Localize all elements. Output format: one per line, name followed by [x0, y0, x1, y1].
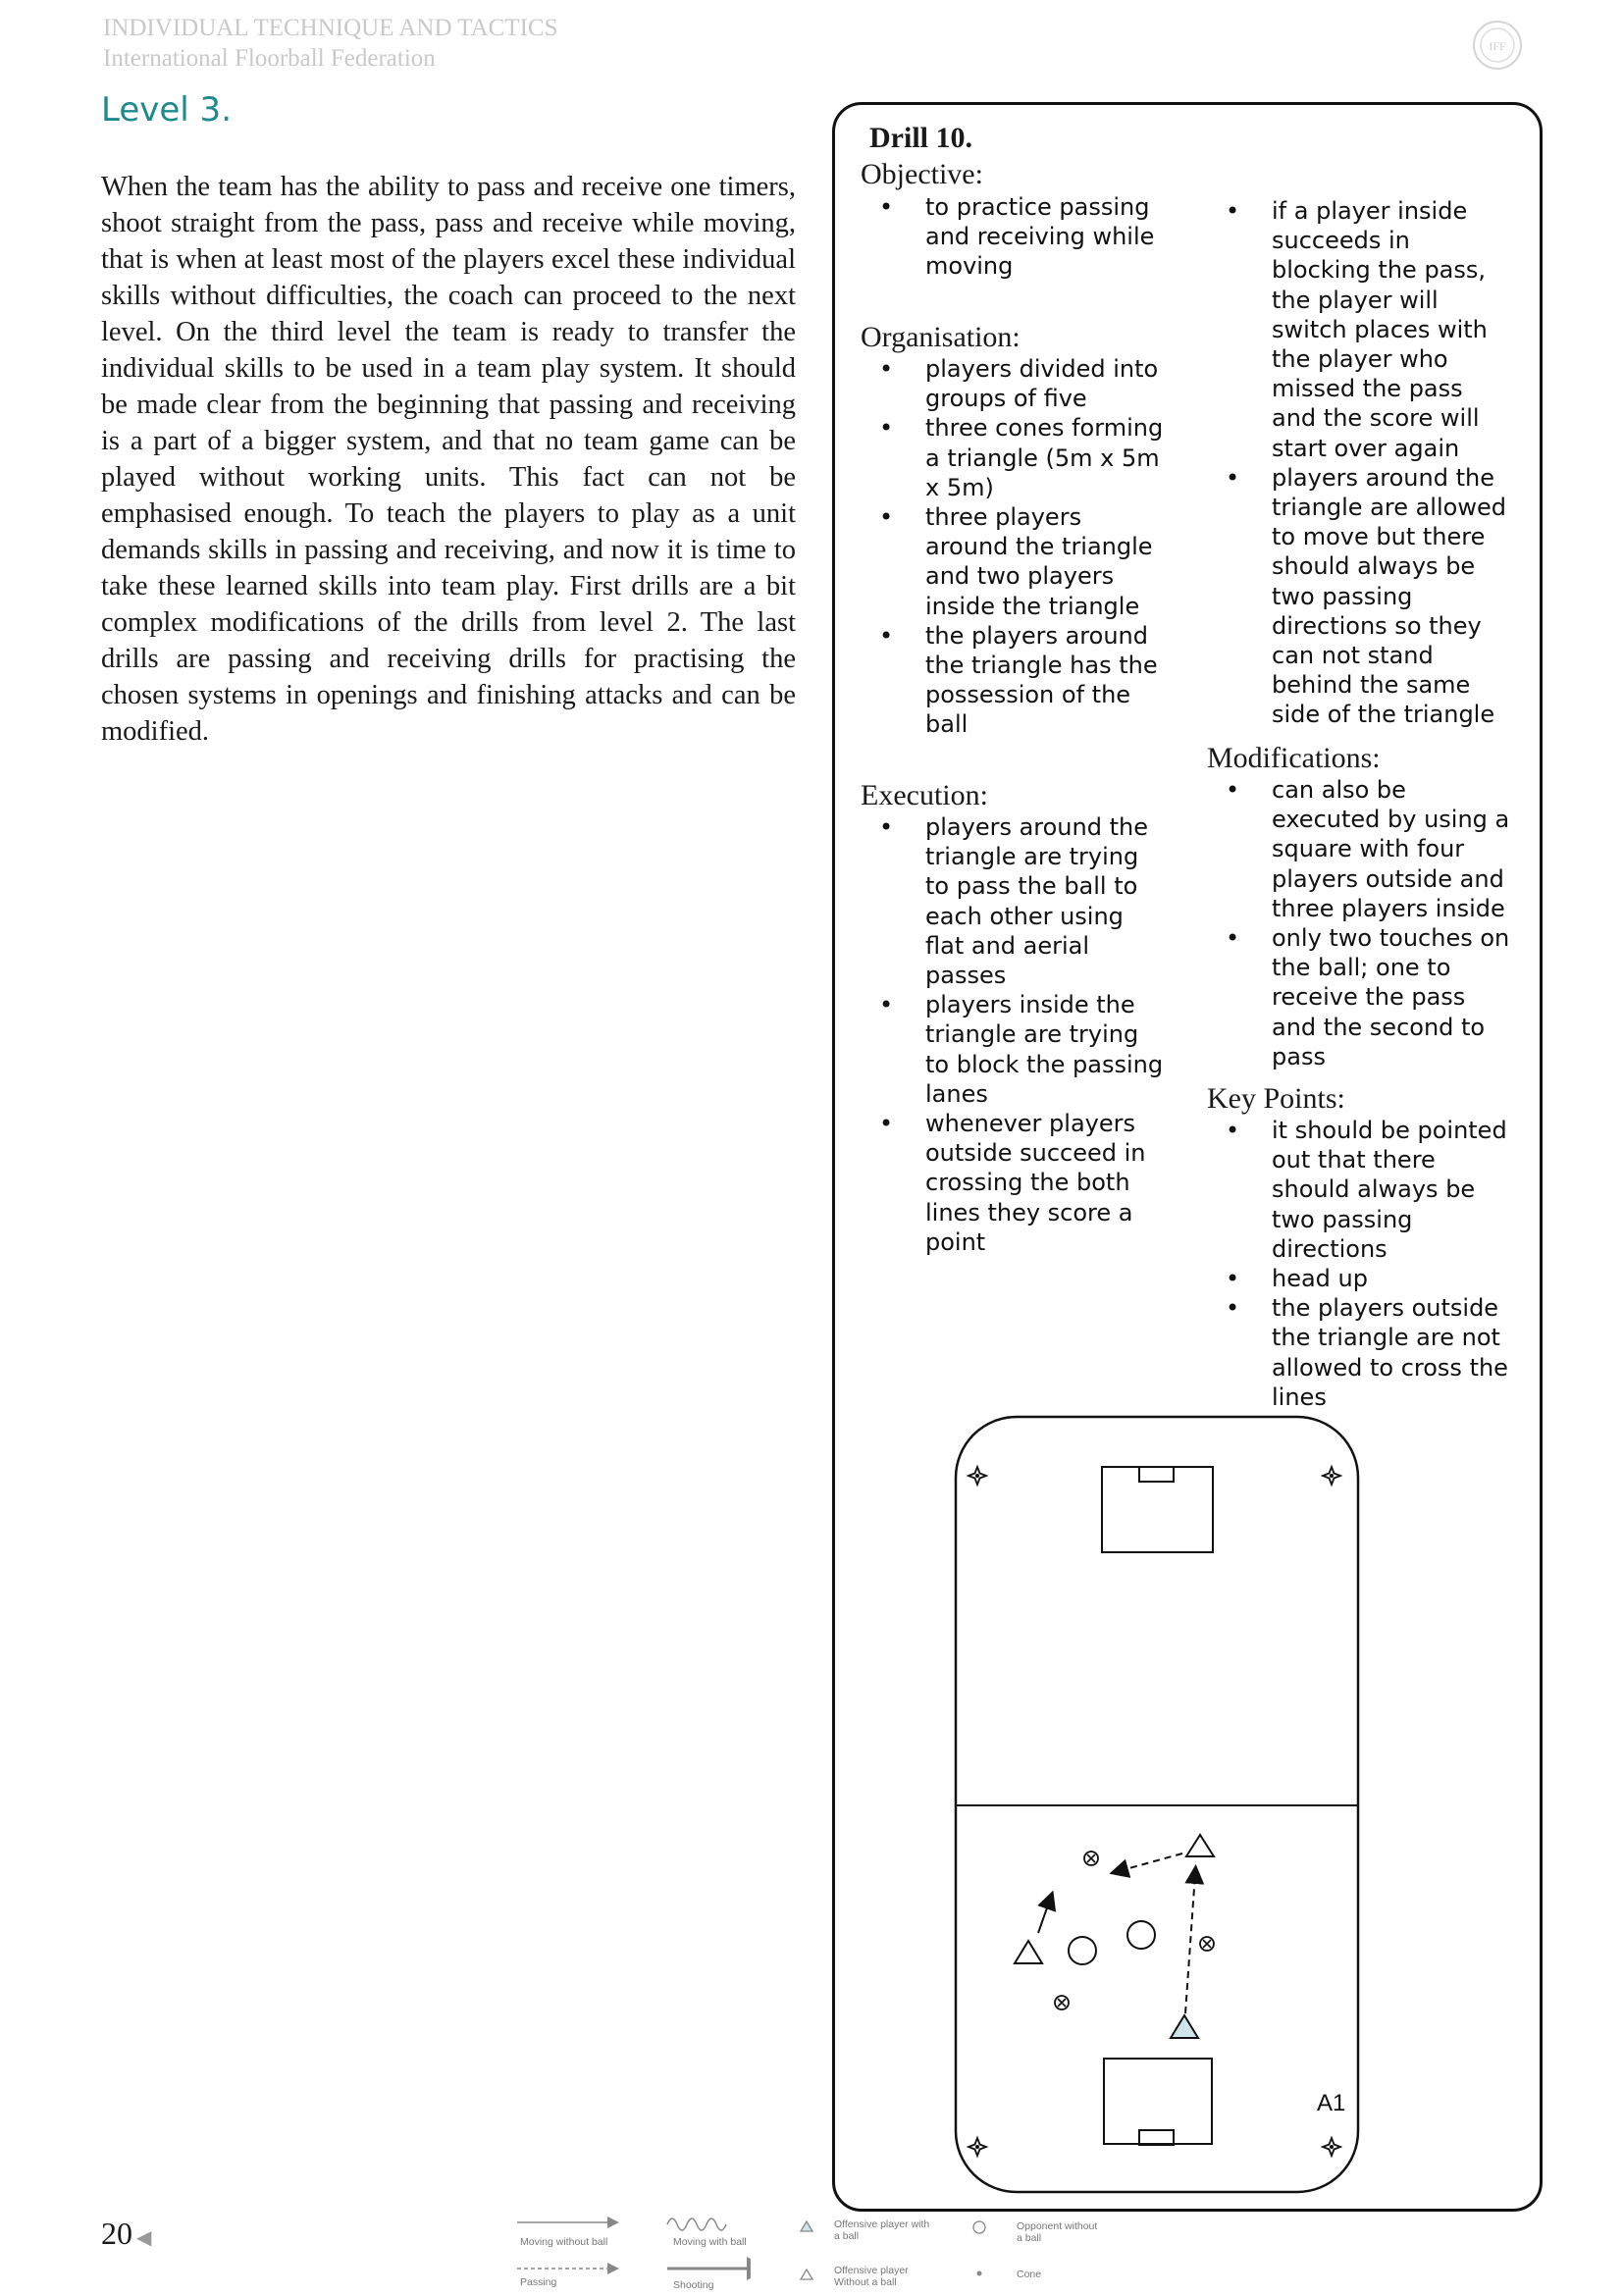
list-item: • the players outside the triangle are not allowed to cross the lines	[1207, 1293, 1511, 1412]
svg-text:IFF: IFF	[1489, 39, 1506, 53]
legend-opponent-line2: a ball	[1017, 2232, 1042, 2244]
list-item: • head up	[1207, 1264, 1511, 1293]
pass-arrow	[1185, 1874, 1195, 2013]
page-number	[101, 2216, 151, 2252]
list-item: • only two touches on the ball; one to receive the pass and the second to pass	[1207, 923, 1511, 1071]
execution-list	[861, 812, 1165, 1257]
objective-list	[861, 192, 1165, 282]
intro-paragraph: When the team has the ability to pass and receive one timers, shoot straight from the pass, pass and receive while moving, that is when at least most of the players excel these individual skills without difficulties, the coach can proceed to the next level. On the third level the team is ready to transfer the individual skills to be used in a team play system. It should be made clear from the beginning that passing and receiving is a part of a bigger system, and that no team game can be played without working units. This fact can not be emphasised enough. To teach the players to play as a unit demands skills in passing and receiving, and now it is time to take these learned skills into team play. First drills are a bit complex modifications of the drills from level 2. The last drills are passing and receiving drills for practising the chosen systems in openings and finishing attacks and can be modified.	[101, 172, 796, 747]
legend-offensive-without-ball-label	[834, 2265, 909, 2288]
running-header-subtitle: International Floorball Federation	[103, 45, 436, 72]
list-item: • the players around the triangle has the possession of the ball	[861, 621, 1165, 740]
legend-moving-without-ball-label: Moving without ball	[520, 2236, 608, 2248]
list-item: • it should be pointed out that there should always be two passing directions	[1207, 1116, 1511, 1264]
level-heading: Level 3.	[101, 90, 232, 130]
drill-title: Drill 10.	[869, 122, 972, 154]
page-number-text: 20	[101, 2216, 132, 2251]
list-item: • players divided into groups of five	[861, 354, 1165, 413]
opponent-icon	[1200, 1937, 1214, 1951]
legend-passing-label: Passing	[520, 2276, 557, 2288]
legend-cone-label: Cone	[1017, 2269, 1042, 2280]
legend-shooting-label: Shooting	[673, 2279, 714, 2291]
list-item: • can also be executed by using a square with four players outside and three players inside	[1207, 775, 1511, 923]
objective-heading: Objective:	[861, 158, 983, 190]
offensive-player-icon	[1015, 1941, 1042, 1963]
legend-moving-with-ball-label: Moving with ball	[673, 2236, 747, 2248]
legend-cone-icon	[977, 2271, 982, 2276]
legend-player-icons	[797, 2219, 816, 2288]
list-item: • players around the triangle are allowed to move but there should always be two passing directions so they can not stand behind the same side of the triangle	[1207, 463, 1511, 730]
legend-opponent-line1: Opponent without	[1017, 2220, 1098, 2232]
key-points-list	[1207, 1116, 1511, 1412]
list-item: • players around the triangle are trying to pass the ball to each other using flat and aerial passes	[861, 812, 1165, 990]
legend-offensive-without-ball-line1: Offensive player	[834, 2265, 909, 2276]
goal-area-top	[1102, 1467, 1213, 1552]
movement-arrow	[1038, 1900, 1050, 1933]
page-triangle-icon: ◀	[136, 2227, 152, 2249]
offensive-player-with-ball-icon	[1171, 2015, 1198, 2038]
legend-opponent-cone-icons	[969, 2219, 989, 2288]
legend-offensive-without-ball-line2: Without a ball	[834, 2276, 897, 2288]
list-item: • three cones forming a triangle (5m x 5m x 5m)	[861, 413, 1165, 502]
list-item: • if a player inside succeeds in blocking the pass, the player will switch places with the player who missed the pass and the score will start over again	[1207, 196, 1511, 463]
legend-offensive-with-ball-icon	[801, 2221, 812, 2231]
list-item: • to practice passing and receiving while moving	[861, 192, 1165, 282]
corner-mark-bottom-right-icon	[1323, 2138, 1340, 2156]
running-header-title: INDIVIDUAL TECHNIQUE AND TACTICS	[103, 15, 558, 41]
rink-label: A1	[1317, 2090, 1346, 2116]
legend-opponent-label	[1017, 2220, 1097, 2244]
modifications-list	[1207, 775, 1511, 1071]
list-item: • three players around the triangle and two players inside the triangle	[861, 502, 1165, 621]
rink-diagram	[942, 1413, 1374, 2208]
iff-logo-icon	[1472, 20, 1523, 71]
cone-icon	[1127, 1921, 1155, 1949]
corner-mark-top-left-icon	[969, 1467, 986, 1485]
opponent-icon	[1084, 1852, 1098, 1865]
corner-mark-bottom-left-icon	[969, 2138, 986, 2156]
legend-moving-with-ball-icon	[667, 2218, 726, 2230]
goal-bottom	[1139, 2130, 1174, 2145]
list-item: • whenever players outside succeed in crossing the both lines they score a point	[861, 1109, 1165, 1257]
legend-offensive-with-ball-line1: Offensive player with	[834, 2218, 930, 2230]
list-item: • players inside the triangle are trying to block the passing lanes	[861, 990, 1165, 1109]
key-points-heading: Key Points:	[1207, 1082, 1345, 1115]
organisation-list	[861, 354, 1165, 740]
legend-offensive-with-ball-label	[834, 2218, 929, 2242]
cone-icon	[1069, 1937, 1096, 1964]
legend-offensive-with-ball-line2: a ball	[834, 2230, 860, 2242]
corner-mark-top-right-icon	[1323, 1467, 1340, 1485]
modifications-heading: Modifications:	[1207, 742, 1381, 774]
organisation-heading: Organisation:	[861, 321, 1021, 353]
offensive-player-icon	[1186, 1835, 1214, 1856]
goal-top	[1139, 1467, 1174, 1482]
legend-offensive-without-ball-icon	[801, 2270, 812, 2279]
opponent-icon	[1055, 1996, 1069, 2009]
legend-opponent-icon	[973, 2221, 985, 2233]
execution-heading: Execution:	[861, 779, 988, 811]
execution-continued-list	[1207, 196, 1511, 730]
pass-arrow	[1119, 1853, 1182, 1871]
